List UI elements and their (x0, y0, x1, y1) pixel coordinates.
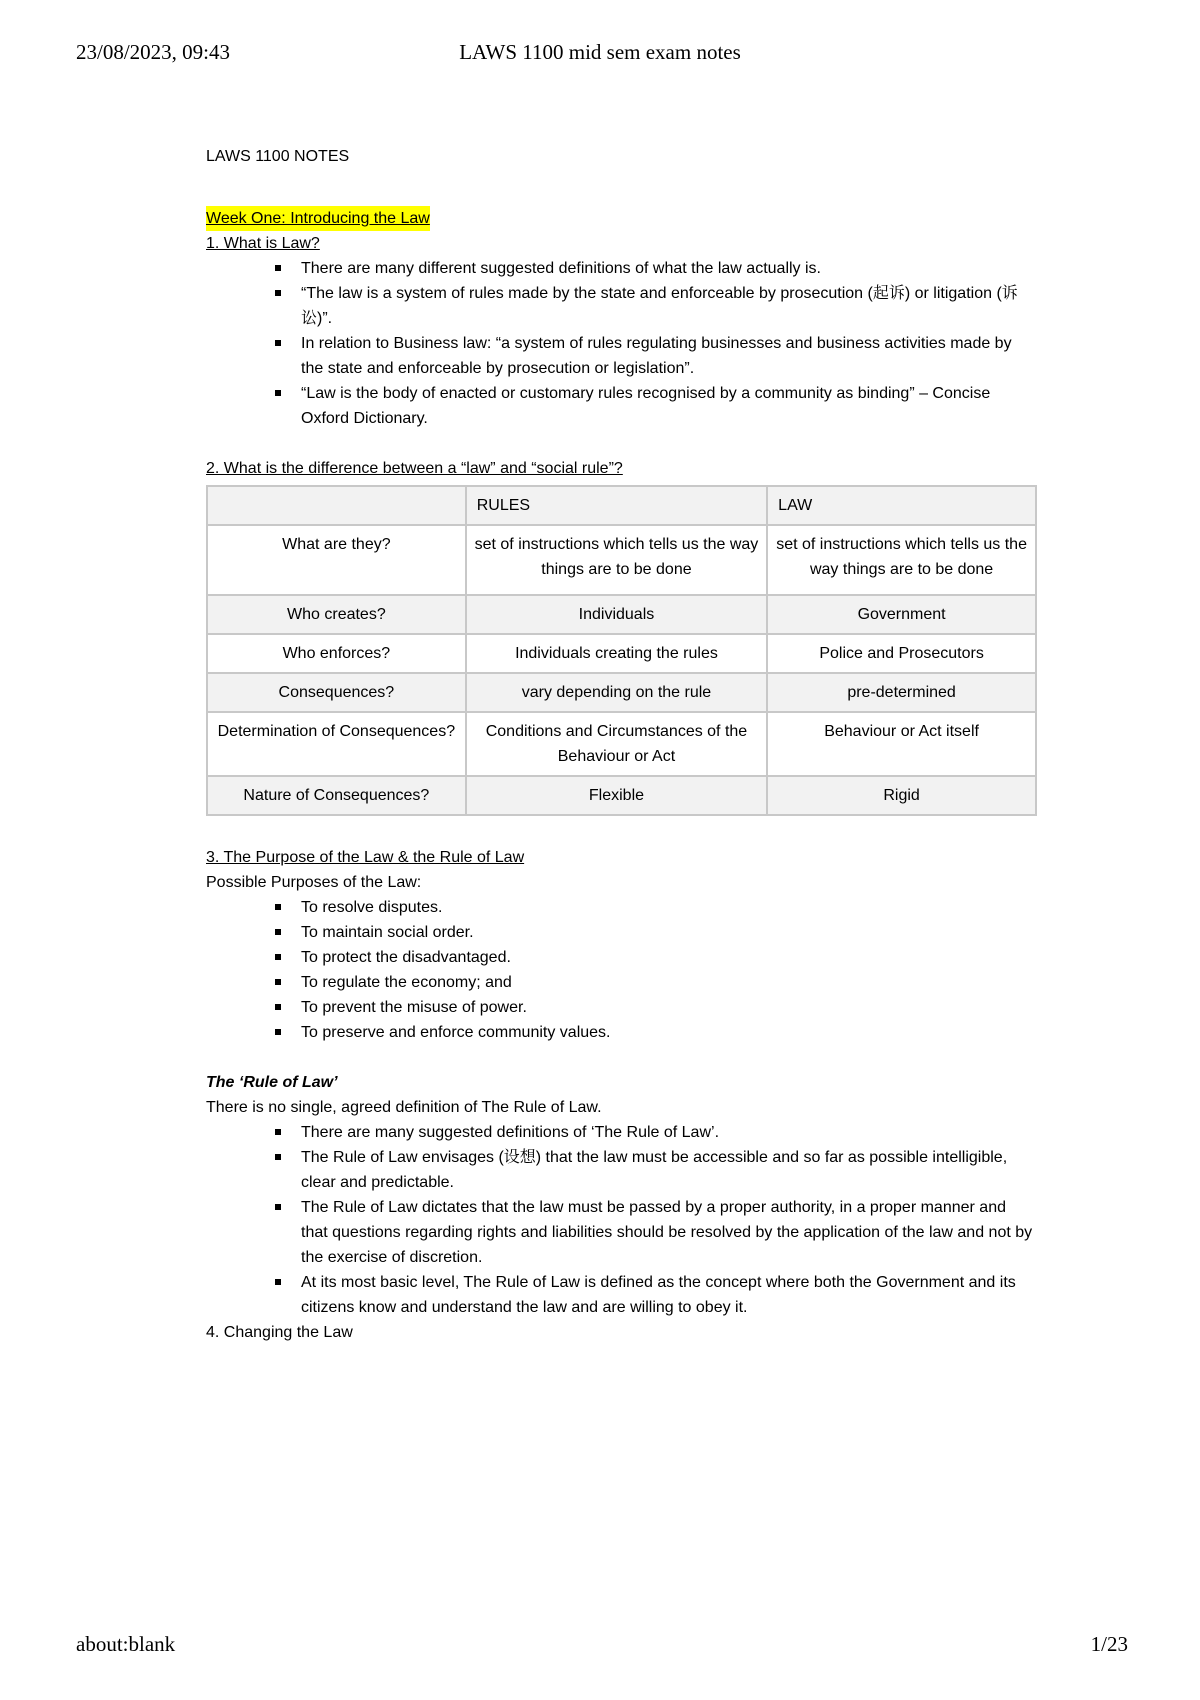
list-item: There are many suggested definitions of ‘The Rule of Law’. (301, 1120, 1036, 1145)
list-item: There are many different suggested definitions of what the law actually is. (301, 256, 1036, 281)
rule-of-law-heading: The ‘Rule of Law’ (206, 1074, 338, 1091)
section-4-heading: 4. Changing the Law (206, 1324, 353, 1341)
section-2-heading: 2. What is the difference between a “law” and “social rule”? (206, 460, 623, 477)
table-cell: set of instructions which tells us the way things are to be done (466, 525, 767, 595)
table-row (207, 525, 1036, 595)
table-cell: Individuals creating the rules (466, 634, 767, 673)
table-header-cell (207, 486, 466, 525)
print-datetime: 23/08/2023, 09:43 (76, 40, 231, 64)
table-cell: Government (767, 595, 1036, 634)
table-cell: Behaviour or Act itself (767, 712, 1036, 776)
table-cell: Flexible (466, 776, 767, 815)
table-row (207, 673, 1036, 712)
table-cell: Who enforces? (207, 634, 466, 673)
list-item: To protect the disadvantaged. (301, 945, 1036, 970)
list-item: To resolve disputes. (301, 895, 1036, 920)
table-row (207, 634, 1036, 673)
section-1-bullets (206, 256, 1036, 431)
section-1-heading: 1. What is Law? (206, 235, 320, 252)
table-cell: Police and Prosecutors (767, 634, 1036, 673)
list-item: The Rule of Law envisages (设想) that the law must be accessible and so far as possible intelligible, clear and predictable. (301, 1145, 1036, 1195)
table-cell: Conditions and Circumstances of the Behaviour or Act (466, 712, 767, 776)
print-doc-title: LAWS 1100 mid sem exam notes (459, 40, 741, 64)
rule-of-law-bullets (206, 1120, 1036, 1320)
table-row (207, 712, 1036, 776)
table-cell: Nature of Consequences? (207, 776, 466, 815)
week-heading: Week One: Introducing the Law (206, 206, 430, 231)
table-cell: Consequences? (207, 673, 466, 712)
list-item: To maintain social order. (301, 920, 1036, 945)
print-url: about:blank (76, 1632, 176, 1656)
rule-of-law-intro: There is no single, agreed definition of The Rule of Law. (206, 1099, 602, 1116)
list-item: To prevent the misuse of power. (301, 995, 1036, 1020)
table-header-row (207, 486, 1036, 525)
rules-vs-law-table (206, 485, 1037, 816)
page-number: 1/23 (1090, 1632, 1128, 1656)
list-item: “Law is the body of enacted or customary rules recognised by a community as binding” – Concise Oxford Dictionary. (301, 381, 1036, 431)
purposes-intro: Possible Purposes of the Law: (206, 874, 422, 891)
table-row (207, 776, 1036, 815)
section-3-heading: 3. The Purpose of the Law & the Rule of Law (206, 849, 525, 866)
document-title: LAWS 1100 NOTES (206, 148, 350, 165)
table-cell: What are they? (207, 525, 466, 595)
table-cell: vary depending on the rule (466, 673, 767, 712)
table-cell: pre-determined (767, 673, 1036, 712)
table-row (207, 595, 1036, 634)
table-cell: Rigid (767, 776, 1036, 815)
table-header-cell: RULES (466, 486, 767, 525)
list-item: In relation to Business law: “a system of rules regulating businesses and business activities made by the state and enforceable by prosecution or legislation”. (301, 331, 1036, 381)
list-item: To preserve and enforce community values. (301, 1020, 1036, 1045)
table-cell: Determination of Consequences? (207, 712, 466, 776)
list-item: The Rule of Law dictates that the law must be passed by a proper authority, in a proper manner and that questions regarding rights and liabilities should be resolved by the application of the law and not by the exercise of discretion. (301, 1195, 1036, 1270)
list-item: To regulate the economy; and (301, 970, 1036, 995)
purposes-bullets (206, 895, 1036, 1045)
list-item: At its most basic level, The Rule of Law is defined as the concept where both the Government and its citizens know and understand the law and are willing to obey it. (301, 1270, 1036, 1320)
table-cell: Individuals (466, 595, 767, 634)
table-header-cell: LAW (767, 486, 1036, 525)
table-cell: Who creates? (207, 595, 466, 634)
table-cell: set of instructions which tells us the way things are to be done (767, 525, 1036, 595)
list-item: “The law is a system of rules made by the state and enforceable by prosecution (起诉) or litigation (诉讼)”. (301, 281, 1036, 331)
document-body (206, 144, 1036, 1345)
